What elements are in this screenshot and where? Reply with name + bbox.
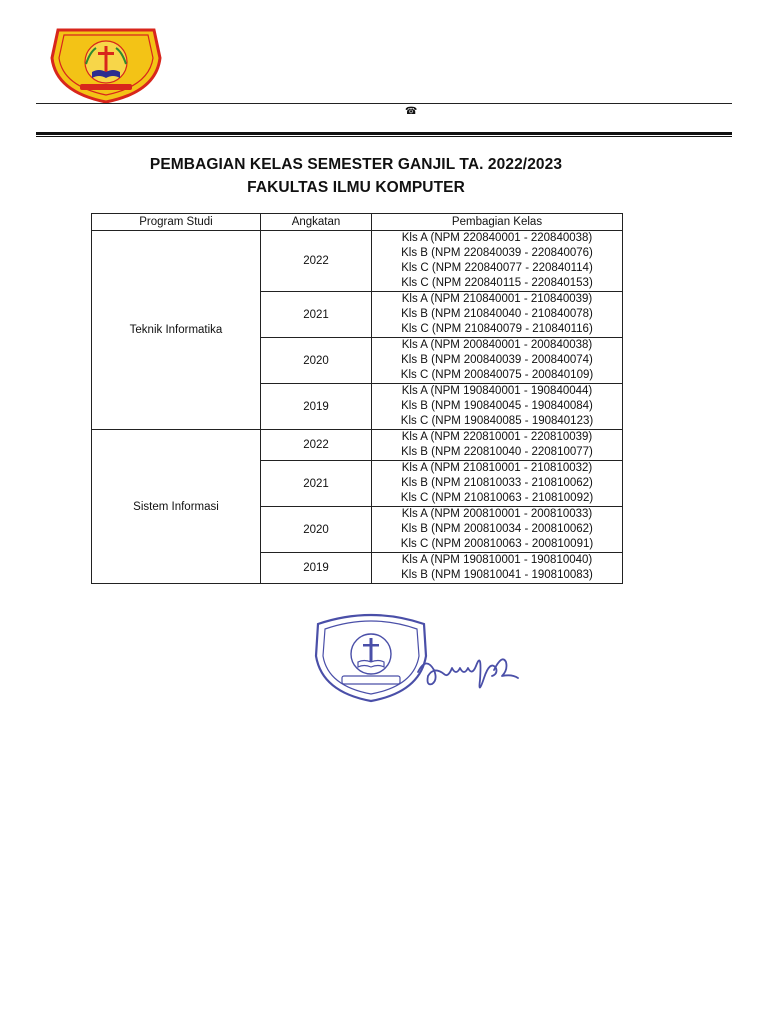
class-range: Kls A (NPM 190810001 - 190810040) (401, 554, 593, 566)
class-range: Kls A (NPM 200840001 - 200840038) (401, 339, 593, 351)
classes-cell (372, 231, 623, 292)
class-range: Kls B (NPM 210810033 - 210810062) (401, 477, 593, 489)
classes-cell (372, 430, 623, 461)
program-cell: Sistem Informasi (92, 430, 261, 584)
classes-cell (372, 292, 623, 338)
class-range: Kls A (NPM 210840001 - 210840039) (401, 293, 593, 305)
year-cell: 2019 (261, 553, 372, 584)
column-header-kelas: Pembagian Kelas (372, 214, 623, 231)
document-subtitle: FAKULTAS ILMU KOMPUTER (247, 179, 465, 196)
class-range: Kls B (NPM 200810034 - 200810062) (401, 523, 593, 535)
university-logo (50, 22, 162, 106)
table-row (92, 430, 623, 461)
column-header-program: Program Studi (92, 214, 261, 231)
class-range: Kls B (NPM 220810040 - 220810077) (401, 446, 593, 458)
class-range: Kls A (NPM 190840001 - 190840044) (401, 385, 593, 397)
classes-cell (372, 461, 623, 507)
classes-cell (372, 338, 623, 384)
class-range: Kls A (NPM 200810001 - 200810033) (401, 508, 593, 520)
year-cell: 2020 (261, 338, 372, 384)
year-cell: 2020 (261, 507, 372, 553)
class-range: Kls C (NPM 220840115 - 220840153) (401, 277, 593, 289)
class-range: Kls B (NPM 220840039 - 220840076) (401, 247, 593, 259)
year-cell: 2021 (261, 461, 372, 507)
header-rule-thin-lower (36, 136, 732, 137)
column-header-angkatan: Angkatan (261, 214, 372, 231)
year-cell: 2021 (261, 292, 372, 338)
signature (412, 640, 522, 700)
class-range: Kls C (NPM 210840079 - 210840116) (401, 323, 593, 335)
class-range: Kls A (NPM 210810001 - 210810032) (401, 462, 593, 474)
class-range: Kls C (NPM 190840085 - 190840123) (400, 415, 594, 427)
class-range: Kls A (NPM 220810001 - 220810039) (401, 431, 593, 443)
class-range: Kls B (NPM 200840039 - 200840074) (401, 354, 593, 366)
program-cell: Teknik Informatika (92, 231, 261, 430)
class-range: Kls A (NPM 220840001 - 220840038) (401, 232, 593, 244)
year-cell: 2019 (261, 384, 372, 430)
class-range: Kls B (NPM 210840040 - 210840078) (401, 308, 593, 320)
class-range: Kls C (NPM 200810063 - 200810091) (400, 538, 594, 550)
table-header-row (92, 214, 623, 231)
class-range: Kls B (NPM 190810041 - 190810083) (401, 569, 593, 581)
class-range: Kls C (NPM 200840075 - 200840109) (400, 369, 594, 381)
classes-cell (372, 384, 623, 430)
class-range: Kls C (NPM 210810063 - 210810092) (400, 492, 594, 504)
header-rule-thick (36, 132, 732, 135)
classes-cell (372, 507, 623, 553)
class-range: Kls C (NPM 220840077 - 220840114) (401, 262, 593, 274)
header-rule-thin (36, 103, 732, 104)
table-row (92, 231, 623, 292)
year-cell: 2022 (261, 231, 372, 292)
telephone-icon: ☎ (405, 106, 418, 117)
document-title: PEMBAGIAN KELAS SEMESTER GANJIL TA. 2022/2023 (149, 156, 563, 173)
year-cell: 2022 (261, 430, 372, 461)
classes-cell (372, 553, 623, 584)
class-division-table (91, 213, 623, 584)
class-range: Kls B (NPM 190840045 - 190840084) (401, 400, 593, 412)
